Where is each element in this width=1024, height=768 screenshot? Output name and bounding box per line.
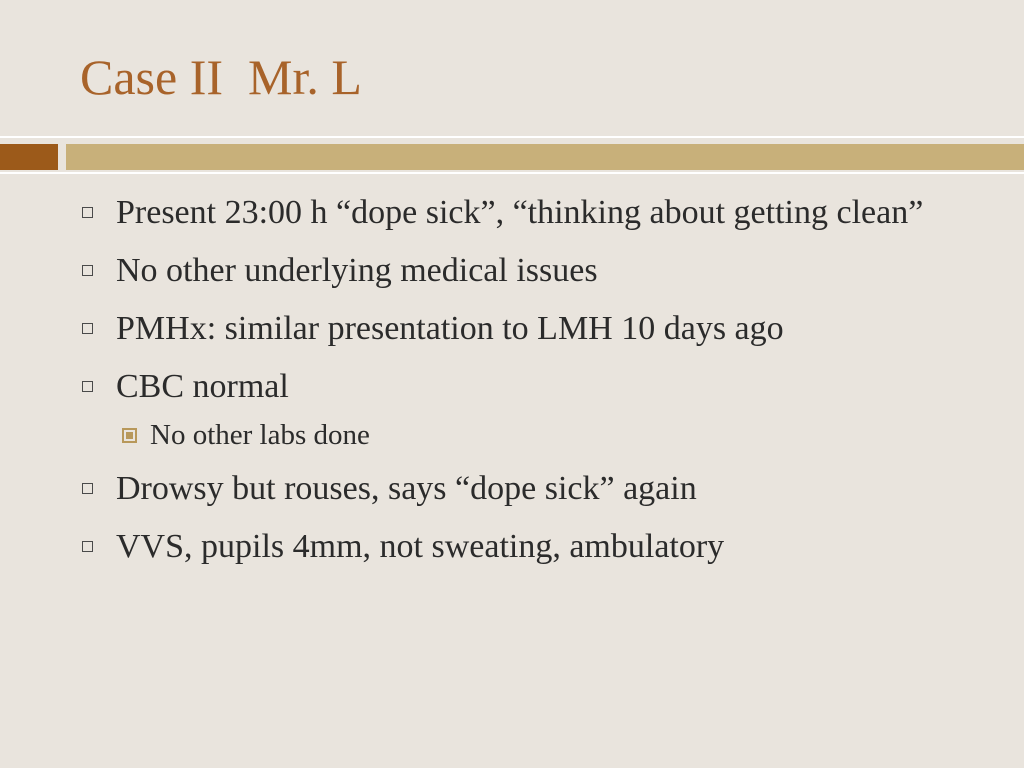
bullet-text: CBC normal: [116, 368, 289, 405]
filled-square-icon: [122, 428, 137, 443]
bullet-item: [80, 190, 980, 236]
title-divider-accent: [0, 144, 58, 170]
title-divider-band: [66, 144, 1024, 170]
bullet-text: VVS, pupils 4mm, not sweating, ambulatory: [116, 528, 725, 565]
hollow-square-icon: [82, 207, 93, 218]
hollow-square-icon: [82, 265, 93, 276]
sub-bullet-text: No other labs done: [150, 419, 370, 451]
bullet-item: [80, 306, 980, 352]
bullet-text: Drowsy but rouses, says “dope sick” again: [116, 470, 697, 507]
title-divider-bottom: [0, 172, 1024, 174]
bullet-text: PMHx: similar presentation to LMH 10 days ago: [116, 310, 784, 347]
bullet-text: Present 23:00 h “dope sick”, “thinking about getting clean”: [116, 194, 924, 231]
hollow-square-icon: [82, 381, 93, 392]
bullet-item: [80, 466, 980, 512]
slide-title: Case II Mr. L: [80, 49, 362, 105]
title-divider-top: [0, 136, 1024, 138]
bullet-item: [80, 524, 980, 570]
bullet-text: No other underlying medical issues: [116, 252, 598, 289]
bullet-list: [80, 190, 980, 582]
sub-bullet-item: [80, 416, 980, 454]
bullet-item: [80, 364, 980, 410]
bullet-item: [80, 248, 980, 294]
hollow-square-icon: [82, 483, 93, 494]
hollow-square-icon: [82, 541, 93, 552]
hollow-square-icon: [82, 323, 93, 334]
